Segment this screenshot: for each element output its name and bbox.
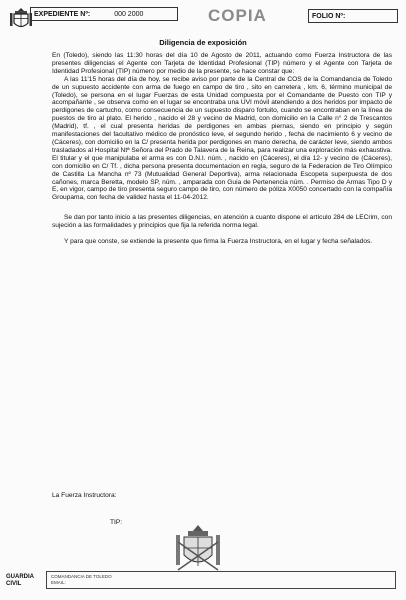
expediente-field	[30, 7, 178, 21]
side-label-line1: GUARDIA	[6, 574, 34, 580]
tip-label: TIP:	[110, 519, 123, 526]
paragraph-closing: Y para que conste, se extiende la presente que firma la Fuerza Instructora, en el lugar y fecha señalados.	[64, 238, 373, 246]
copia-stamp: COPIA	[208, 6, 267, 25]
footer-box	[46, 571, 396, 589]
paragraph-legal: Se dan por tanto inicio a las presentes diligencias, en atención a cuanto dispone el artículo 284 de LECrim, con sujeción a las formalidades y principios que fija la referida norma legal.	[52, 214, 392, 230]
expediente-value: 000 2000	[114, 11, 144, 18]
paragraph-intro: En (Toledo), siendo las 11:30 horas del día 10 de Agosto de 2011, actuando como Fuerza Instructora de las presentes diligencias el Agente con Tarjeta de Identidad Profesional (TIP) número y el Agente con Tarjeta de Identidad Profesional (TIP) número por medio de la presente, se hace constar que:	[52, 52, 392, 75]
paragraph-facts: A las 11'15 horas del día de hoy, se recibe aviso por parte de la Central de COS de la Comandancia de Toledo de un supuesto accidente con arma de fuego en campo de tiro , sito en carretera , km. 6, término municipal de (Toledo), se persona en el lugar Fuerzas de esta Unidad compuesta por el Comandante de Puesto con TIP y acompañante , se observa como en el lugar se encontraba una UVI móvil atendiendo a dos heridos por impacto de perdigones de cartucho, como consecuencia de un supuesto disparo fortuito, cuando se encontraban en la línea de puestos de tiro al plato. El herido , nacido el 28 y vecino de Madrid, con domicilio en la Calle n° 2 de Trescantos (Madrid), tf. , el cual presenta heridas de perdigones en ambas piernas, siendo en principio y según manifestaciones del facultativo médico de pronóstico leve, el segundo herido , fecha de nacimiento 6 y vecino de (Cáceres), con domicilio en la C/ presenta herida por perdigones en mano derecha, de carácter leve, siendo ambos trasladados al Hospital Ntª Señora del Prado de Talavera de la Reina, para realizar una exploración más exhaustiva. El titular y el que manipulaba el arma es con D.N.I. núm. , nacido en (Cáceres), el día 12- y vecino de (Cáceres), con domicilio en C/ Tf. , dicha persona presenta documentacion en regla, seguro de la Federacion de Tiro Olímpico de Castilla La Mancha nº 73 (Mutualidad General Deportiva), arma relacionada Escopeta superpuesta de dos cañones, marca Beretta, modelo SP, núm. , amparada con Guia de Pertenencia núm. . Permiso de Armas Tipo D y E, en vigor, campo de tiro presenta seguro campo de tiro, con número de póliza X0050 concertado con la compañía Groupama, con fecha de validez hasta el 11-04-2012.	[52, 75, 392, 202]
footer-line2: EMAIL:	[51, 580, 66, 585]
guardia-civil-side-label	[6, 574, 34, 588]
footer-line1: COMANDANCIA DE TOLEDO	[51, 574, 112, 579]
side-label-line2: CIVIL	[6, 581, 22, 587]
folio-field	[308, 9, 398, 23]
folio-label: FOLIO Nº:	[312, 13, 346, 20]
expediente-label: EXPEDIENTE Nº:	[34, 11, 91, 18]
document-body	[52, 52, 392, 246]
signature-label: La Fuerza Instructora:	[52, 492, 117, 499]
document-title: Diligencia de exposición	[159, 38, 247, 47]
